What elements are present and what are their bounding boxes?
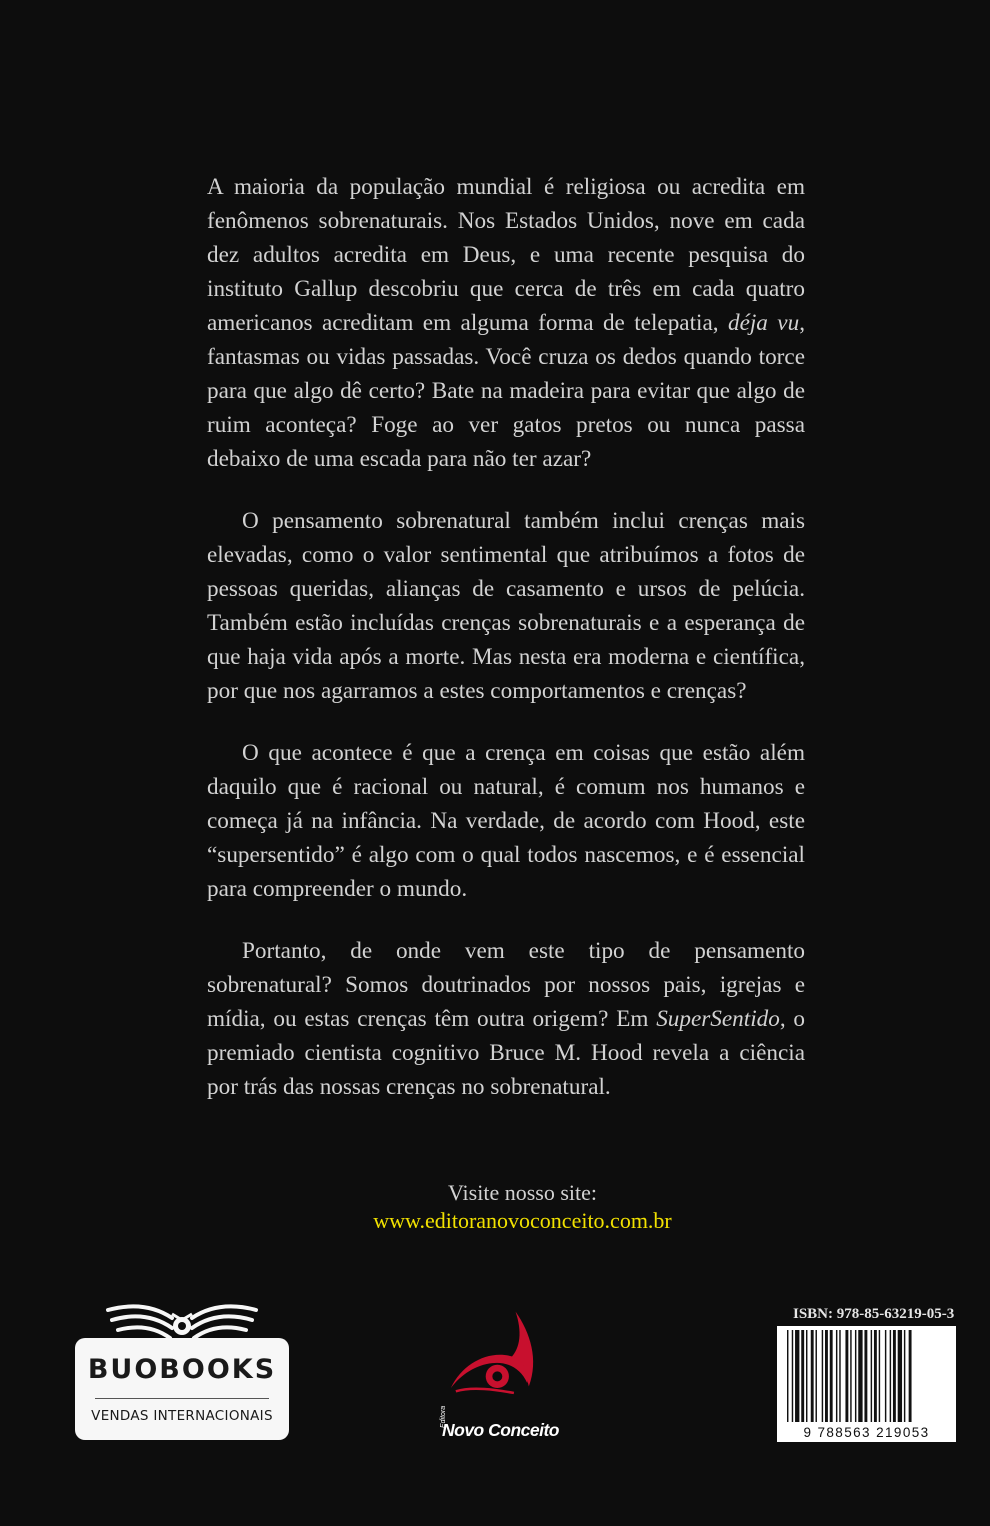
buobooks-subtitle: VENDAS INTERNACIONAIS: [91, 1408, 273, 1424]
barcode-bar: [850, 1330, 851, 1422]
barcode-bar: [898, 1330, 902, 1422]
paragraph-3: O que acontece é que a crença em coisas que estão além daquilo que é racional ou natural, é comum nos humanos e começa já na infância. Na verdade, de acordo com Hood, este “supersentido” é algo com o qual todos nascemos, e é essencial para compreender o mundo.: [207, 740, 805, 902]
buobooks-card: [75, 1338, 289, 1440]
barcode-bar: [816, 1330, 817, 1422]
editora-label: Editora: [440, 1405, 447, 1428]
eye-logo-icon: [438, 1310, 550, 1422]
barcode-bar: [839, 1330, 840, 1422]
divider: [95, 1398, 269, 1399]
barcode-bar: [845, 1330, 848, 1422]
barcode-bar: [836, 1330, 837, 1422]
barcode-bar: [885, 1330, 886, 1422]
barcode-bar: [830, 1330, 833, 1422]
paragraph-1: A maioria da população mundial é religiosa ou acredita em fenômenos sobrenaturais. Nos Estados Unidos, nove em cada dez adultos acredita em Deus, e uma recente pesquisa do instituto Gallup descobriu que cerca de três em cada quatro americanos acreditam em alguma forma de telepatia, déja vu, fantasmas ou vidas passadas. Você cruza os dedos quando torce para que algo dê certo? Bate na madeira para evitar que algo de ruim aconteça? Foge ao ver gatos pretos ou nunca passa debaixo de uma escada para não ter azar?: [207, 174, 805, 472]
paragraph-2: O pensamento sobrenatural também inclui crenças mais elevadas, como o valor sentimental que atribuímos a fotos de pessoas queridas, alianças de casamento e ursos de pelúcia. Também estão incluídas crenças sobrenaturais e a esperança de que haja vida após a morte. Mas nesta era moderna e científica, por que nos agarramos a estes comportamentos e crenças?: [207, 508, 805, 704]
barcode-digits: 9 788563 219053: [803, 1425, 930, 1440]
barcode-bar: [825, 1330, 828, 1422]
barcode-bar: [822, 1330, 823, 1422]
buobooks-logo: [75, 1298, 289, 1440]
barcode-bar: [874, 1330, 877, 1422]
barcode-bar: [893, 1330, 896, 1422]
buobooks-name: BUOBOOKS: [87, 1354, 277, 1385]
barcode-bar: [864, 1330, 867, 1422]
isbn-label: ISBN: 978-85-63219-05-3: [793, 1306, 955, 1322]
back-cover-text: [207, 170, 805, 1132]
barcode-bar: [801, 1330, 804, 1422]
barcode-bar: [879, 1330, 880, 1422]
paragraph-4: Portanto, de onde vem este tipo de pensamento sobrenatural? Somos doutrinados por nossos pais, igrejas e mídia, ou estas crenças têm outra origem? Em SuperSentido, o premiado cientista cognitivo Bruce M. Hood revela a ciência por trás das nossas crenças no sobrenatural.: [207, 938, 806, 1100]
barcode: [777, 1326, 956, 1442]
website-link[interactable]: www.editoranovoconceito.com.br: [373, 1208, 672, 1233]
barcode-bar: [871, 1330, 872, 1422]
barcode-bar: [855, 1330, 856, 1422]
barcode-bar: [811, 1330, 814, 1422]
visit-label: Visite nosso site:: [447, 1180, 597, 1205]
barcode-bar: [787, 1330, 788, 1422]
barcode-bar: [806, 1330, 807, 1422]
barcode-bar: [858, 1330, 862, 1422]
barcode-bar: [792, 1330, 793, 1422]
barcode-bars: [777, 1326, 956, 1426]
barcode-bar: [890, 1330, 891, 1422]
publisher-name: Novo Conceito: [442, 1420, 559, 1440]
barcode-bar: [904, 1330, 905, 1422]
barcode-bar: [795, 1330, 799, 1422]
barcode-bar: [909, 1330, 912, 1422]
novo-conceito-logo: [438, 1310, 559, 1445]
